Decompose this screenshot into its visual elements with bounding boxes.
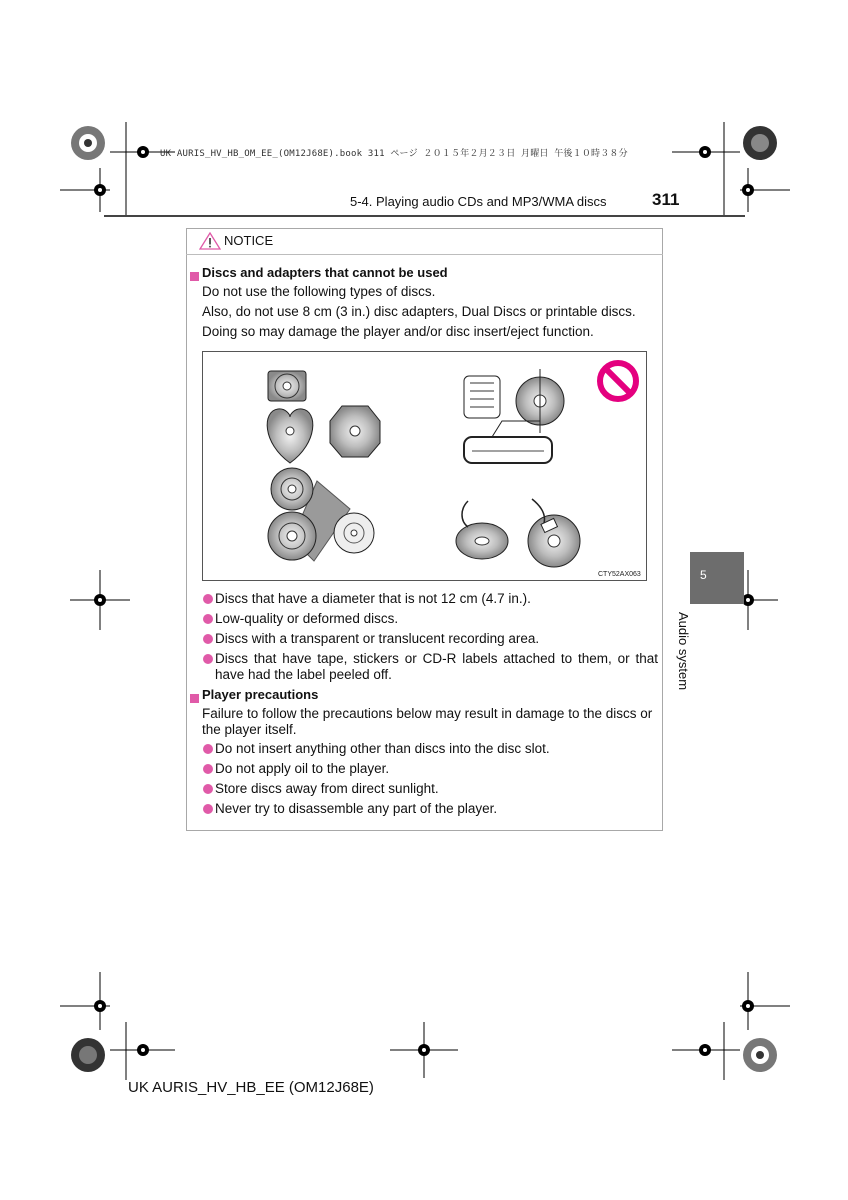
section1-para-1: Do not use the following types of discs.	[202, 284, 436, 299]
bullet-transparent: Discs with a transparent or translucent recording area.	[215, 631, 540, 646]
bullet-marker	[203, 804, 213, 814]
card-disc-icon	[268, 371, 306, 401]
section1-heading: Discs and adapters that cannot be used	[202, 265, 448, 280]
octagon-disc-icon	[330, 406, 380, 457]
section2-para: Failure to follow the precautions below may result in damage to the discs or the player itself.	[202, 706, 653, 737]
bullet-sunlight: Store discs away from direct sunlight.	[215, 781, 439, 796]
header-rule	[104, 215, 745, 217]
section2-heading: Player precautions	[202, 687, 319, 702]
chapter-number: 5	[700, 568, 707, 582]
bullet-marker	[203, 764, 213, 774]
footer-code: UK AURIS_HV_HB_EE (OM12J68E)	[128, 1079, 374, 1096]
notice-label: NOTICE	[224, 233, 274, 248]
print-info-line: UK AURIS_HV_HB_OM_EE_(OM12J68E).book 311 ページ ２０１５年２月２３日 月曜日 午後１０時３８分	[160, 149, 628, 159]
adapter-discs-icon	[268, 468, 374, 561]
dual-disc-icon	[464, 369, 564, 463]
bullet-oil: Do not apply oil to the player.	[215, 761, 390, 776]
section2-marker	[190, 690, 199, 708]
bullet-diameter: Discs that have a diameter that is not 12 cm (4.7 in.).	[215, 591, 531, 606]
bullet-marker	[203, 594, 213, 604]
bullet-marker	[203, 744, 213, 754]
bullet-marker	[203, 634, 213, 644]
section1-para-2: Also, do not use 8 cm (3 in.) disc adapters, Dual Discs or printable discs.	[202, 304, 636, 319]
page-number: 311	[652, 190, 680, 209]
chapter-tab	[690, 552, 744, 604]
bullet-disassemble: Never try to disassemble any part of the player.	[215, 801, 498, 816]
section1-para-3: Doing so may damage the player and/or disc insert/eject function.	[202, 324, 594, 339]
labelled-discs-icon	[456, 499, 580, 567]
heart-disc-icon	[267, 409, 313, 463]
bullet-marker	[203, 614, 213, 624]
bullet-marker	[203, 654, 213, 664]
chapter-label: Audio system	[676, 612, 691, 691]
bullet-insert: Do not insert anything other than discs into the disc slot.	[215, 741, 550, 756]
disc-illustration-art	[202, 351, 647, 581]
section-title: 5-4. Playing audio CDs and MP3/WMA discs	[350, 194, 607, 209]
bullet-marker	[203, 784, 213, 794]
warning-icon	[199, 232, 221, 250]
figure-code: CTY52AX063	[598, 571, 641, 578]
bullet-low-quality: Low-quality or deformed discs.	[215, 611, 399, 626]
bullet-tape-labels: Discs that have tape, stickers or CD-R labels attached to them, or that have had the label peeled off.	[215, 651, 658, 682]
prohibited-icon	[600, 363, 636, 399]
section1-marker	[190, 268, 199, 286]
